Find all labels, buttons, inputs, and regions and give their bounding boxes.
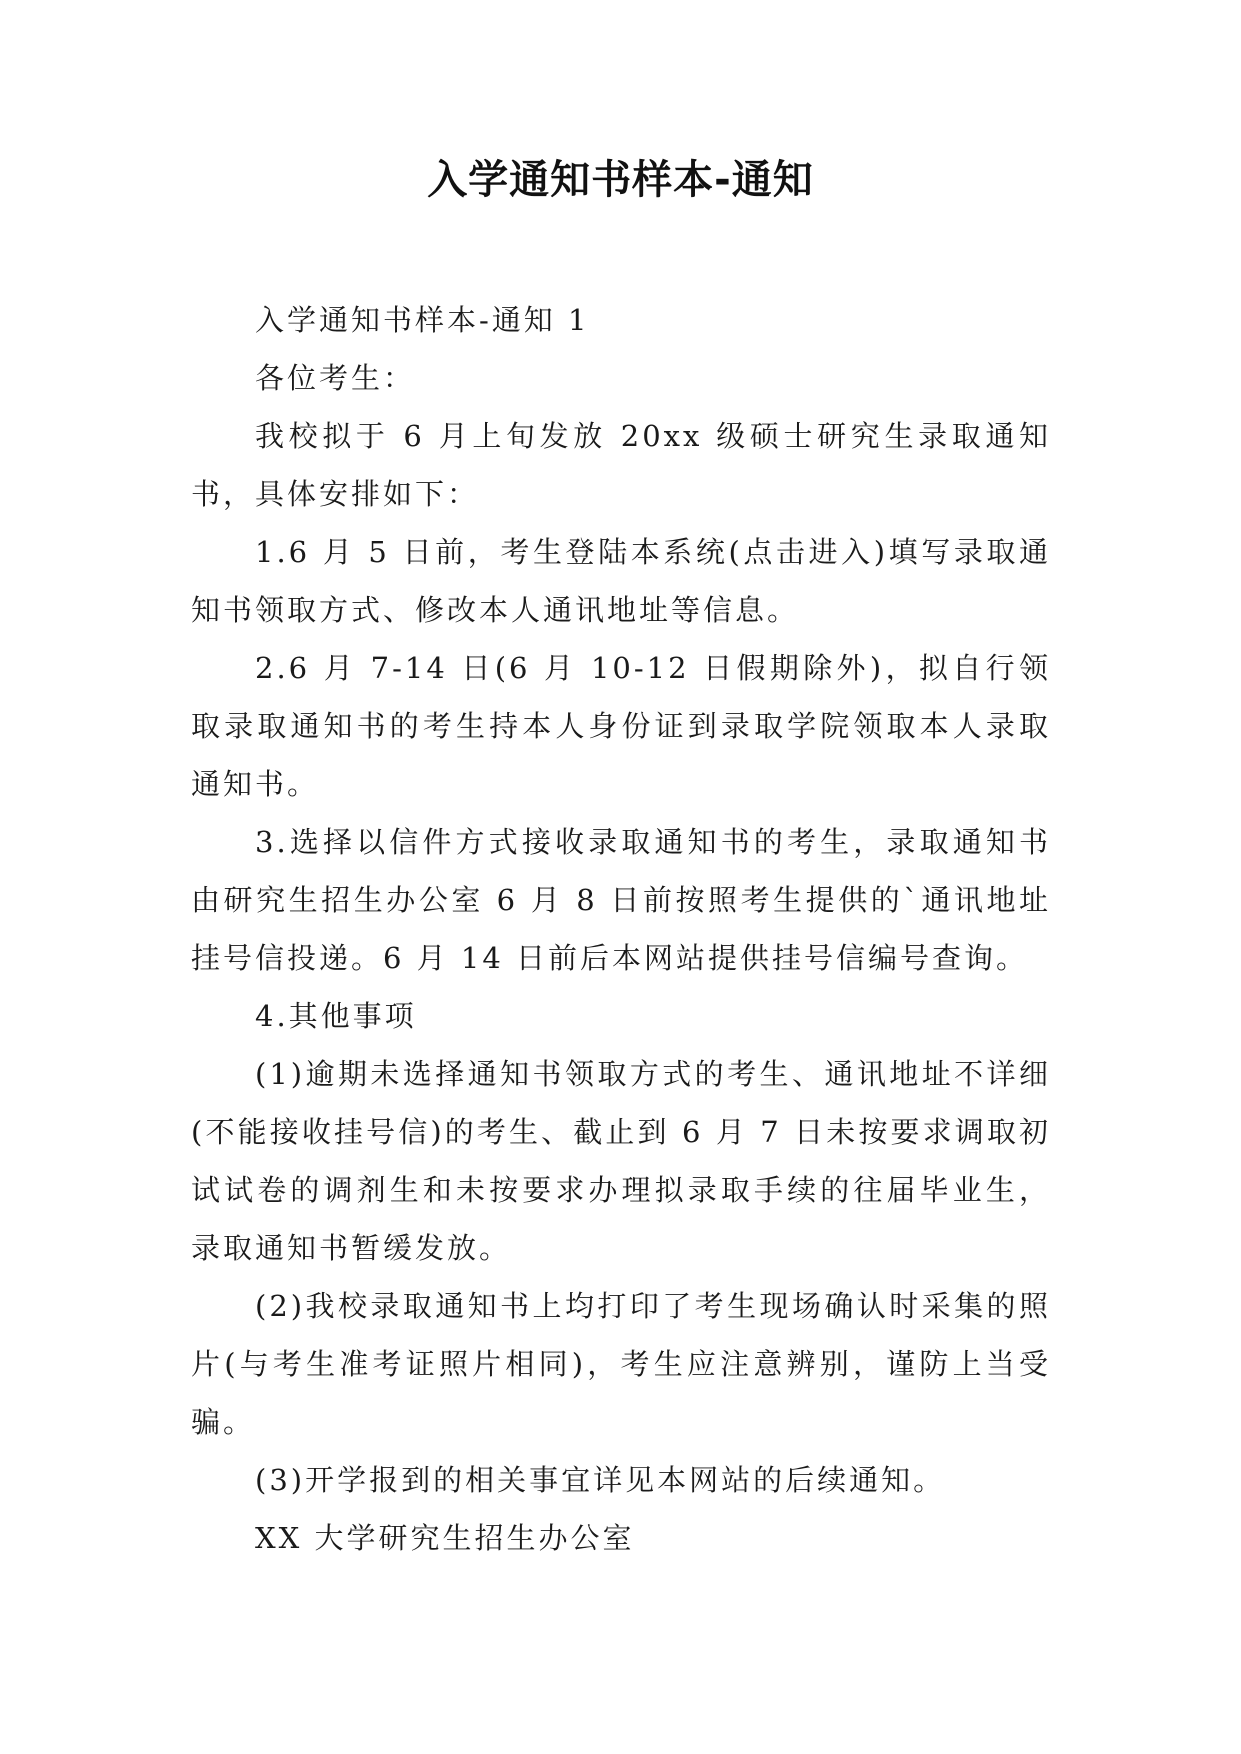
paragraph-item-2: 2.6 月 7-14 日(6 月 10-12 日假期除外)，拟自行领取录取通知书的考生持本人身份证到录取学院领取本人录取通知书。 [191, 651, 1051, 801]
paragraph-item-4-heading: 4.其他事项 [255, 999, 417, 1033]
paragraph-subitem-1: (1)逾期未选择通知书领取方式的考生、通讯地址不详细(不能接收挂号信)的考生、截止到 6 月 7 日未按要求调取初试试卷的调剂生和未按要求办理拟录取手续的往届毕业生，录取通知书暂缓发放。 [191, 1057, 1051, 1265]
signature: XX 大学研究生招生办公室 [255, 1521, 635, 1555]
paragraph-intro: 我校拟于 6 月上旬发放 20xx 级硕士研究生录取通知书，具体安排如下： [191, 419, 1051, 511]
document-title: 入学通知书样本-通知 [427, 157, 814, 203]
paragraph-item-3: 3.选择以信件方式接收录取通知书的考生，录取通知书由研究生招生办公室 6 月 8 日前按照考生提供的`通讯地址挂号信投递。6 月 14 日前后本网站提供挂号信编号查询。 [191, 825, 1051, 975]
paragraph-subitem-3: (3)开学报到的相关事宜详见本网站的后续通知。 [255, 1463, 946, 1497]
paragraph-subitem-2: (2)我校录取通知书上均打印了考生现场确认时采集的照片(与考生准考证照片相同)，考生应注意辨别，谨防上当受骗。 [191, 1289, 1051, 1439]
document-subtitle: 入学通知书样本-通知 1 [255, 303, 590, 337]
document-body [191, 291, 1051, 1567]
salutation: 各位考生： [255, 361, 416, 395]
paragraph-item-1: 1.6 月 5 日前，考生登陆本系统(点击进入)填写录取通知书领取方式、修改本人通讯地址等信息。 [191, 535, 1051, 627]
